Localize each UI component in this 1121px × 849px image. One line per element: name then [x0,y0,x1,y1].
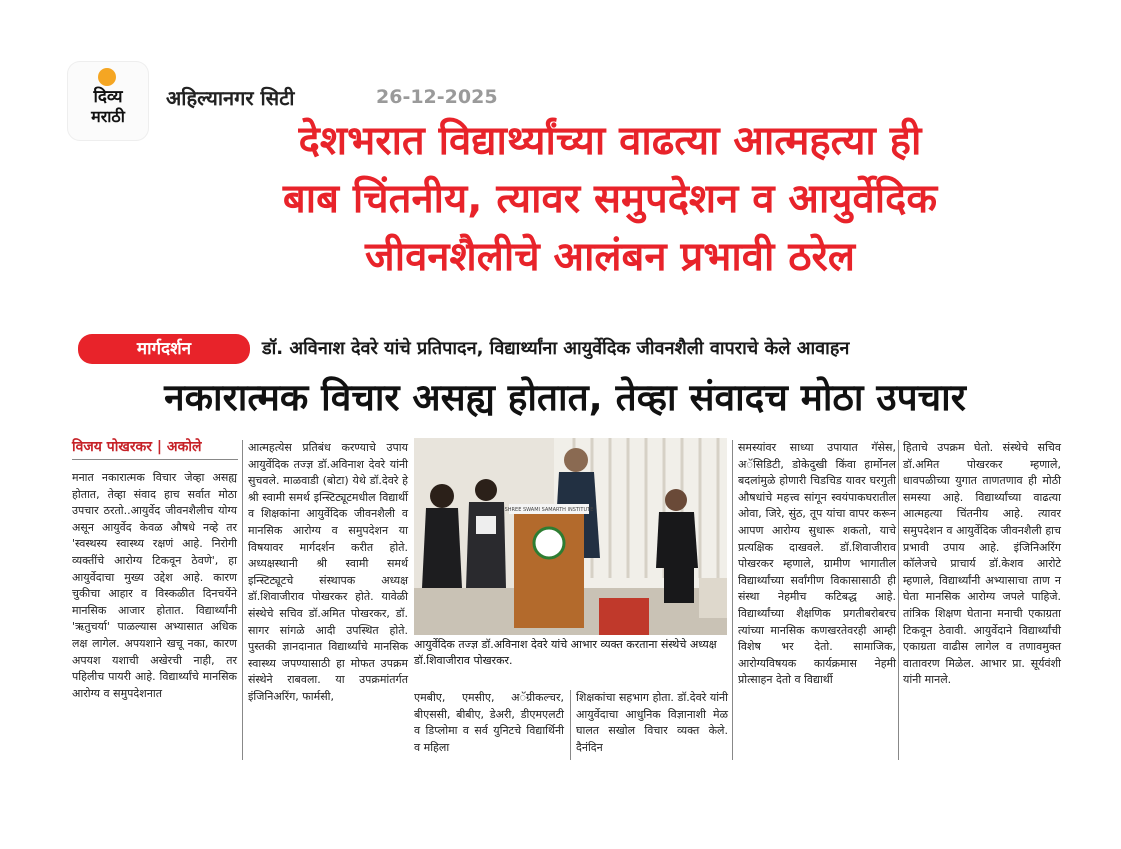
event-photo [414,438,727,635]
headline-line-3: जीवनशैलीचे आलंबन प्रभावी ठरेल [365,234,855,280]
byline: विजय पोखरकर | अकोले [72,439,202,455]
column-divider [732,440,733,760]
column-divider [898,440,899,760]
article-column-2: आत्महत्येस प्रतिबंध करण्याचे उपाय आयुर्वेदिक तज्ज्ञ डॉ.अविनाश देवरे यांनी सुचवले. माळवाडी (बोटा) येथे डॉ.देवरे हे श्री स्वामी समर्थ इन्स्टिट्यूटमधील विद्यार्थी व शिक्षकांना आयुर्वेदिक जीवनशैली व मानसिक आरोग्य व समुपदेशन या विषयावर मार्गदर्शन करीत होते. अध्यक्षस्थानी श्री स्वामी समर्थ इन्स्टिट्यूटचे संस्थापक अध्यक्ष डॉ.शिवाजीराव पोखरकर होते. यावेळी संस्थेचे सचिव डॉ.अमित पोखरकर, डॉ. सागर सांगळे आदी उपस्थित होते. पुस्तकी ज्ञानदानात विद्यार्थ्यांचे मानसिक स्वास्थ्य जपण्यासाठी हा मोफत उपक्रम संस्थेने राबवला. या उपक्रमांतर्गत इंजिनिअरिंग, फार्मसी, [248,441,408,703]
edition-city: अहिल्यानगर सिटी [166,86,295,110]
article-column-1: मनात नकारात्मक विचार जेव्हा असह्य होतात, तेव्हा संवाद हाच सर्वात मोठा उपचार ठरतो..आयुर्वेद जीवनशैलीच योग्य असून आयुर्वेद केवळ औषधे नव्हे तर 'स्वस्थस्य स्वास्थ्य रक्षणं आहे. निरोगी व्यक्तींचे आरोग्य टिकवून ठेवणे', हा आयुर्वेदाचा मुख्य उद्देश आहे. कारण चुकीचा आहार व विस्कळीत दिनचर्येने मानसिक आजार होतात. विद्यार्थ्यांनी 'ऋतुचर्या' पाळल्यास अभ्यासात अधिक लक्ष लागेल. अपयशाने खचू नका, कारण अपयश यशाची अखेरची नाही, तर पहिलीच पायरी आहे. विद्यार्थ्यांचे मानसिक आरोग्य व समुपदेशनात [72,471,237,700]
logo-line-1: दिव्य [93,87,123,107]
photo-caption: आयुर्वेदिक तज्ज्ञ डॉ.अविनाश देवरे यांचे आभार व्यक्त करताना संस्थेचे अध्यक्ष डॉ.शिवाजीराव पोखरकर. [414,638,717,667]
subheadline: डॉ. अविनाश देवरे यांचे प्रतिपादन, विद्यार्थ्यांना आयुर्वेदिक जीवनशैली वापराचे केले आवाहन [262,338,850,359]
headline-line-2: बाब चिंतनीय, त्यावर समुपदेशन व आयुर्वेदिक [282,176,938,222]
headline [120,112,1100,286]
event-photo-illustration [414,438,727,635]
sun-icon [98,68,116,86]
article-column-5: समस्यांवर साध्या उपायात गॅसेस, अॅसिडिटी, डोकेदुखी किंवा हार्मोनल बदलांमुळे होणारी चिडचिड यावर घरगुती औषधांचे महत्त्व सांगून स्वयंपाकघरातील ओवा, जिरे, सुंठ, तूप यांचा वापर करून आपण आरोग्य सुधारू शकतो, याचे प्रत्यक्षिक दाखवले. डॉ.शिवाजीराव पोखरकर म्हणाले, ग्रामीण भागातील विद्यार्थ्यांच्या सर्वांगीण विकासासाठी ही संस्था नेहमीच कटिबद्ध आहे. विद्यार्थ्यांच्या शैक्षणिक प्रगतीबरोबरच त्यांच्या मानसिक कणखरतेवरही आम्ही विशेष भर देतो. सामाजिक, आरोग्यविषयक कार्यक्रमास नेहमी प्रोत्साहन देतो व विद्यार्थी [738,441,896,687]
article-column-6: हिताचे उपक्रम घेतो. संस्थेचे सचिव डॉ.अमित पोखरकर म्हणाले, धावपळीच्या युगात ताणतणाव ही मोठी समस्या आहे. विद्यार्थ्यांच्या वाढत्या आत्महत्या चिंतनीय आहे. त्यावर समुपदेशन व आयुर्वेदिक जीवनशैली हाच प्रभावी उपाय आहे. इंजिनिअरिंग कॉलेजचे प्राचार्य डॉ.केशव आरोटे म्हणाले, विद्यार्थ्यांनी अभ्यासाचा ताण न घेता मानसिक आरोग्य जपले पाहिजे. तांत्रिक शिक्षण घेताना मनाची एकाग्रता टिकवून ठेवावी. आयुर्वेदाने विद्यार्थ्यांची एकाग्रता वाढीस लागेल व तणावमुक्त वातावरण मिळेल. आभार प्रा. सूर्यवंशी यांनी मानले. [903,441,1061,687]
column-divider [570,690,571,760]
banner-text: SHREE SWAMI SAMARTH INSTITUTE [504,507,594,513]
column-divider [242,440,243,760]
edition-date: 26-12-2025 [376,86,498,108]
article-column-4: शिक्षकांचा सहभाग होता. डॉ.देवरे यांनी आयुर्वेदाचा आधुनिक विज्ञानाशी मेळ घालत सखोल विचार व्यक्त केले. दैनंदिन [576,691,728,754]
logo-line-2: मराठी [91,107,125,126]
main-heading: नकारात्मक विचार असह्य होतात, तेव्हा संवादच मोठा उपचार [164,376,966,419]
section-tag: मार्गदर्शन [78,334,250,364]
headline-line-1: देशभरात विद्यार्थ्यांच्या वाढत्या आत्महत्या ही [298,118,922,164]
article-column-3: एमबीए, एमसीए, अॅग्रीकल्चर, बीएससी, बीबीए, डेअरी, डीएमएलटी व डिप्लोमा व सर्व युनिटचे विद्यार्थिनी व महिला [414,691,564,754]
byline-rule [72,459,238,460]
